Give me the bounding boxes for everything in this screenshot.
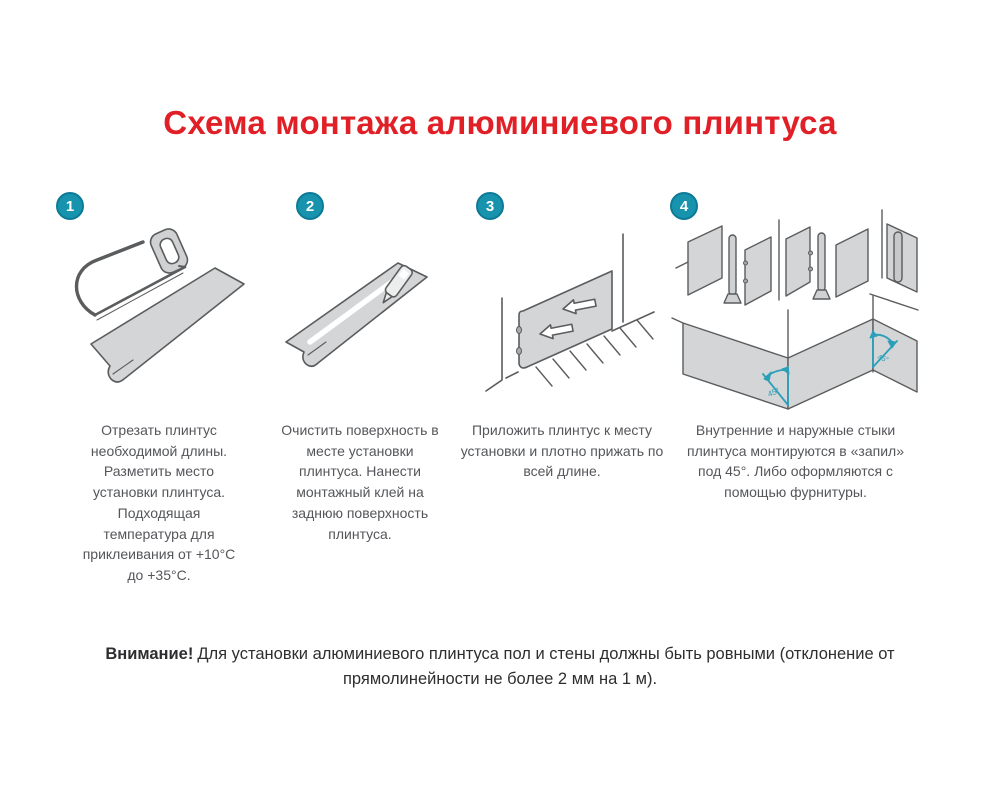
press-arrows-icon (460, 214, 664, 406)
glue-tube-icon (268, 214, 453, 406)
angle-label-inner-corner: 45° (765, 385, 781, 399)
corner-joints-45-degrees-illustration (668, 214, 923, 406)
corner-joints-icon (670, 206, 922, 414)
hacksaw-cutting-plinth-illustration (54, 214, 264, 406)
step-2 (264, 192, 456, 544)
step-2-description: Очистить поверхность в месте установки плинтуса. Нанести монтажный клей на заднюю поверхность плинтуса. (281, 422, 439, 542)
step-4-description: Внутренние и наружные стыки плинтуса монтируются в «запил» под 45°. Либо оформляются с помощью фурнитуры. (687, 422, 904, 501)
step-3-number-badge: 3 (476, 192, 504, 220)
step-1-number-badge: 1 (56, 192, 84, 220)
step-3 (456, 192, 668, 482)
step-2-number-badge: 2 (296, 192, 324, 220)
step-4 (668, 192, 923, 503)
warning-text: Для установки алюминиевого плинтуса пол и стены должны быть ровными (отклонение от прямолинейности не более 2 мм на 1 м). (197, 644, 895, 689)
glue-on-plinth-back-illustration (264, 214, 456, 406)
hacksaw-icon (57, 214, 262, 406)
step-1 (54, 192, 264, 586)
press-plinth-to-wall-illustration (456, 214, 668, 406)
step-4-number-badge: 4 (670, 192, 698, 220)
step-3-description: Приложить плинтус к месту установки и плотно прижать по всей длине. (460, 422, 664, 480)
warning-note (63, 642, 937, 693)
angle-label-outer-corner: 45° (875, 352, 890, 365)
steps-row (54, 192, 946, 586)
step-1-description: Отрезать плинтус необходимой длины. Разметить место установки плинтуса. Подходящая температура для приклеивания от +10°С до +35°С. (82, 422, 236, 584)
warning-label: Внимание! (105, 644, 194, 663)
page-title: Схема монтажа алюминиевого плинтуса (163, 104, 837, 141)
